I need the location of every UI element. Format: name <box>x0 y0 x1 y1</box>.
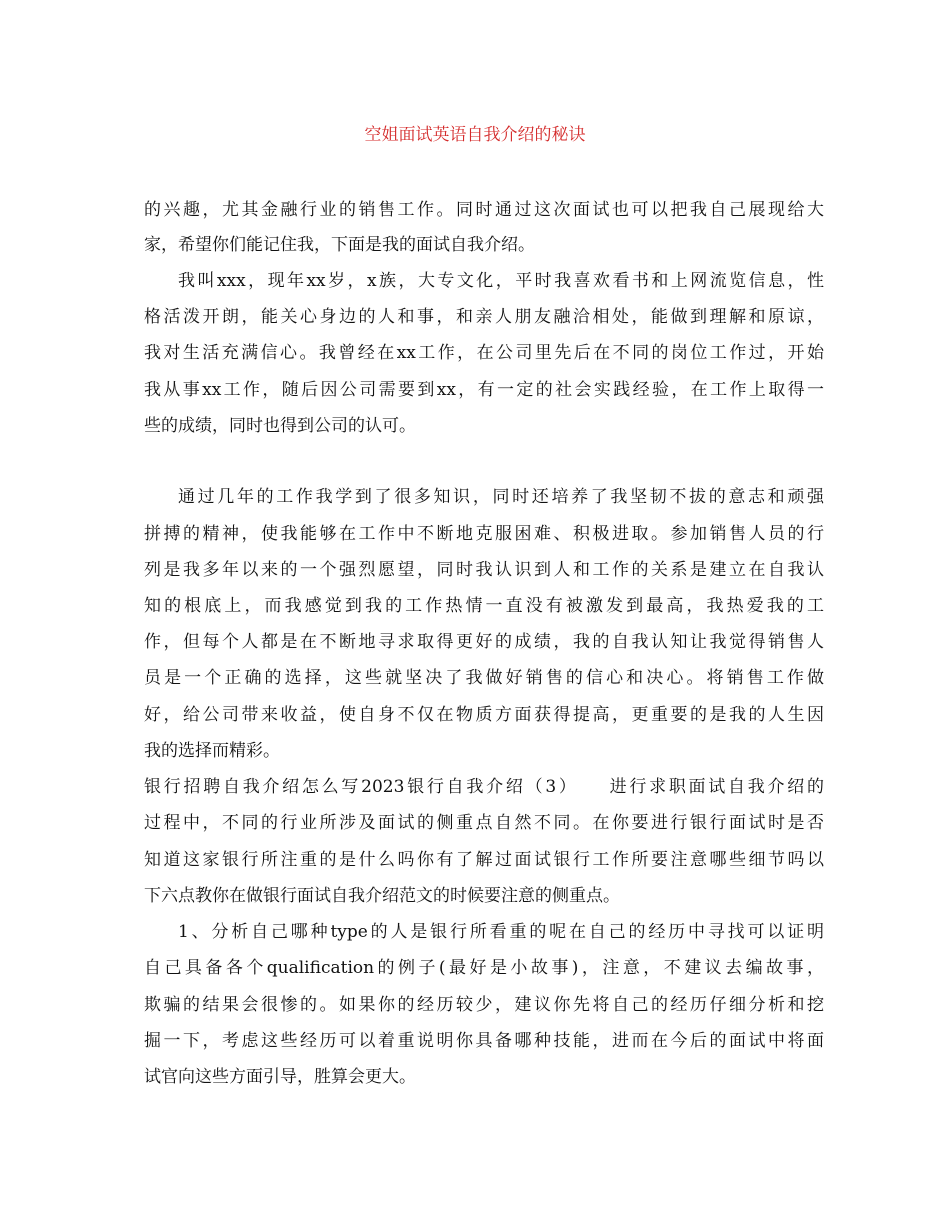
document-title: 空姐面试英语自我介绍的秘诀 <box>364 125 586 145</box>
text-line: 拼搏的精神，使我能够在工作中不断地克服困难、积极进取。参加销售人员的行 <box>144 524 824 544</box>
text-line: 知的根底上，而我感觉到我的工作热情一直没有被激发到最高，我热爱我的工 <box>144 596 824 616</box>
text-line: 些的成绩，同时也得到公司的认可。 <box>144 416 416 436</box>
text-line: 我叫xxx，现年xx岁，x族，大专文化，平时我喜欢看书和上网流览信息，性 <box>178 271 824 291</box>
text-line: 的兴趣，尤其金融行业的销售工作。同时通过这次面试也可以把我自己展现给大 <box>144 200 824 220</box>
text-line: 格活泼开朗，能关心身边的人和事，和亲人朋友融洽相处，能做到理解和原谅， <box>144 307 824 327</box>
text-line: 我的选择而精彩。 <box>144 741 280 761</box>
text-line: 下六点教你在做银行面试自我介绍范文的时候要注意的侧重点。 <box>144 886 620 906</box>
text-line: 通过几年的工作我学到了很多知识，同时还培养了我坚韧不拔的意志和顽强 <box>178 487 824 507</box>
text-line: 好，给公司带来收益，使自身不仅在物质方面获得提高，更重要的是我的人生因 <box>144 705 824 725</box>
text-line: 家，希望你们能记住我，下面是我的面试自我介绍。 <box>144 235 535 255</box>
text-line: 自己具备各个qualification的例子(最好是小故事)，注意，不建议去编故事， <box>144 958 824 978</box>
text-line: 我从事xx工作，随后因公司需要到xx，有一定的社会实践经验，在工作上取得一 <box>144 380 824 400</box>
text-line: 知道这家银行所注重的是什么吗你有了解过面试银行工作所要注意哪些细节吗以 <box>144 850 824 870</box>
text-line: 员是一个正确的选择，这些就坚决了我做好销售的信心和决心。将销售工作做 <box>144 668 824 688</box>
text-line: 1、分析自己哪种type的人是银行所看重的呢在自己的经历中寻找可以证明 <box>178 922 824 942</box>
text-line: 作，但每个人都是在不断地寻求取得更好的成绩，我的自我认知让我觉得销售人 <box>144 632 824 652</box>
text-line: 列是我多年以来的一个强烈愿望，同时我认识到人和工作的关系是建立在自我认 <box>144 560 824 580</box>
text-line: 我对生活充满信心。我曾经在xx工作，在公司里先后在不同的岗位工作过，开始 <box>144 343 824 363</box>
text-line: 欺骗的结果会很惨的。如果你的经历较少，建议你先将自己的经历仔细分析和挖 <box>144 995 824 1015</box>
text-line: 银行招聘自我介绍怎么写2023银行自我介绍（3） 进行求职面试自我介绍的 <box>144 777 824 797</box>
text-line: 掘一下，考虑这些经历可以着重说明你具备哪种技能，进而在今后的面试中将面 <box>144 1031 824 1051</box>
text-line: 过程中，不同的行业所涉及面试的侧重点自然不同。在你要进行银行面试时是否 <box>144 813 824 833</box>
text-line: 试官向这些方面引导，胜算会更大。 <box>144 1067 416 1087</box>
